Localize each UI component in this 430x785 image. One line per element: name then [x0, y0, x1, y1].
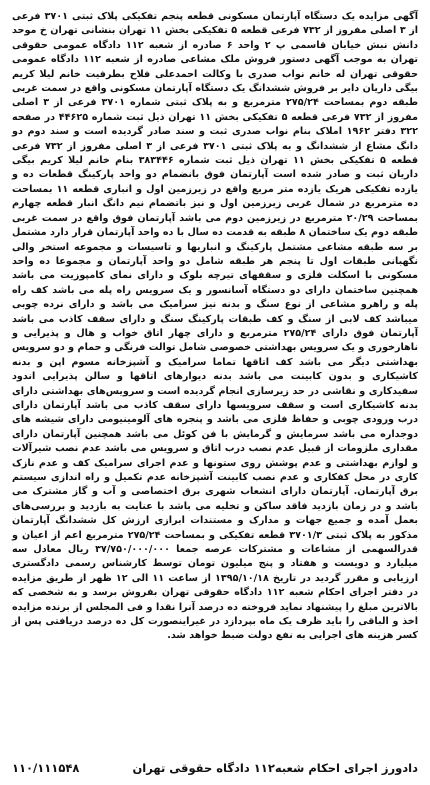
signature-line: دادورز اجرای احکام شعبه۱۱۲ دادگاه حقوقی تهران: [132, 761, 418, 775]
notice-code: ۱۱۰/۱۱۱۵۴۸: [12, 761, 80, 775]
notice-body: آگهی مزایده یک دستگاه آپارتمان مسکونی قطعه پنجم تفکیکی پلاک ثبتی ۳۷۰۱ فرعی از ۳ اصلی مفروز از ۷۳۲ فرعی قطعه ۵ تفکیکی بخش ۱۱ تهران بنشانی تهران خ موحد دانش نبش خیابان قاسمی پ ۲ واحد ۶ صادره از شعبه ۱۱۲ دادگاه عمومی حقوقی تهران به موجب آگهی دستور فروش ملک مشاعی صادره از شعبه ۱۱۲ دادگاه عمومی حقوقی تهران له خانم نواب صدری با وکالت احمدعلی فلاح بطرفیت خانم لیلا کریم بیگی داریان دایر بر فروش ششدانگ یک دستگاه آپارتمان مسکونی واقع در سمت غربی طبقه دوم بمساحت ۲۷۵/۲۴ مترمربع و به پلاک ثبتی شماره ۳۷۰۱ فرعی از ۳ اصلی مفروز از ۷۳۲ فرعی قطعه ۵ تفکیکی بخش ۱۱ تهران ذیل ثبت شماره ۴۴۶۲۵ در صفحه ۳۲۲ دفتر ۱۹۶۲ املاک بنام نواب صدری ثبت و سند صادر گردیده است و سند دوم دو دانگ مشاع از ششدانگ و به پلاک ثبتی ۳۷۰۱ فرعی از ۳ اصلی مفروز از ۷۳۲ فرعی قطعه ۵ تفکیکی بخش ۱۱ تهران ذیل ثبت شماره ۳۸۳۴۴۶ بنام خانم لیلا کریم بیگی داریان ثبت و صادر شده است آپارتمان فوق بانضمام دو واحد پارکینگ قطعات ده و یازده تفکیکی هریک یازده متر مربع واقع در زیرزمین اول و انباری قطعه ۱۱ بمساحت ده مترمربع در شمال غربی زیرزمین اول و نیز باتضمام نیم دانگ انبار قطعه چهارم بمساحت ۲۰/۲۹ مترمربع در زیرزمین دوم می باشد آپارتمان فوق واقع در سمت غربی طبقه دوم یک ساختمان ۸ طبقه به قدمت ده سال با ده واحد آپارتمان قرار دارد مشتمل بر سه طبقه مشاعی مشتمل پارکینگ و انباریها و تاسیسات و مجموعه استخر والی نگهبانی طبقات اول تا پنجم هر طبقه شامل دو واحد آپارتمان و مجموعا ده واحد مسکونی با اسکلت فلزی و سقفهای تیرچه بلوک و دارای نمای کامپوزیت می باشد همچنین ساختمان دارای دو دستگاه آسانسور و یک سرویس راه پله می باشد کف راه پله و راهرو مشاعی از نوع سنگ و بدنه نیز سرامیک می باشد و دارای نرده چوبی میباشد کف لابی از سنگ و کف طبقات پارکینگ سنگ و دارای سقف کاذب می باشد آپارتمان فوق دارای ۲۷۵/۲۴ مترمربع و دارای چهار اتاق خواب و هال و پذیرایی و ناهارخوری و یک سرویس بهداشتی خصوصی شامل توالت فرنگی و حمام و دو سرویس بهداشتی دیگر می باشد کف اتاقها تماما سرامیک و آشپزخانه مسوم اپن و بدنه کاشیکاری و بدون کابینت می باشد بدنه دیوارهای اتاقها و سالن پذیرایی اندود سفیدکاری و نقاشی در حد زیرسازی انجام گردیده است و سرویس‌های بهداشتی دارای بدنه کاشیکاری است و سقف سرویسها دارای سقف کاذب می باشد آپارتمان دارای درب ورودی چوبی و حفاظ فلزی می باشد و پنجره های آلومینیومی دارای شیشه های دوجداره می باشد سرمایش و گرمایش با فن کوئل می باشد همچنین آپارتمان دارای مقداری ملزومات از قبیل عدم نصب درب اتاق و سرویس می باشد عدم نصب شیرآلات و لوازم بهداشتی و عدم پوشش روی ستونها و عدم اجرای سرامیک کف و عدم نازک کاری در محل کفکاری و عدم نصب کابینت آشپزخانه عدم تکمیل و راه اندازی سیستم برق آپارتمان. آپارتمان دارای انشعاب شهری برق اختصاصی و آب و گاز مشترک می باشد و در زمان بازدید فاقد ساکن و تخلیه می باشد با عنایت به بازدید و بررسی‌های بعمل آمده و جمیع جهات و مدارک و مستندات ابرازی ارزش کل ششدانگ آپارتمان مذکور به پلاک ثبتی ۳۷۰۱/۳ قطعه تفکیکی و بمساحت ۲۷۵/۲۴ مترمربع اعم از اعیان و قدرالسهمی از مشاعات و مشترکات عرصه جمعا ۳۷/۷۵۰/۰۰۰/۰۰۰ ریال معادل سه میلیارد و دویست و هفتاد و پنج میلیون تومان توسط کارشناس رسمی دادگستری ارزیابی و مقرر گردید در تاریخ ۱۳۹۵/۱۰/۱۸ از ساعت ۱۱ الی ۱۲ ظهر از طریق مزایده در دفتر اجرای احکام شعبه ۱۱۲ دادگاه حقوقی تهران بفروش برسد و به شخصی که بالاترین مبلغ را پیشنهاد نماید فروخته ده درصد آنرا نقدا و فی المجلس از برنده مزایده اخذ و الباقی را باید ظرف یک ماه بپردازد در غیراینصورت کل ده درصد دریافتی پس از کسر هزینه های اجرایی به نفع دولت ضبط خواهد شد.: [12, 11, 419, 642]
notice-footer: [12, 761, 418, 775]
auction-notice: [4, 4, 426, 781]
